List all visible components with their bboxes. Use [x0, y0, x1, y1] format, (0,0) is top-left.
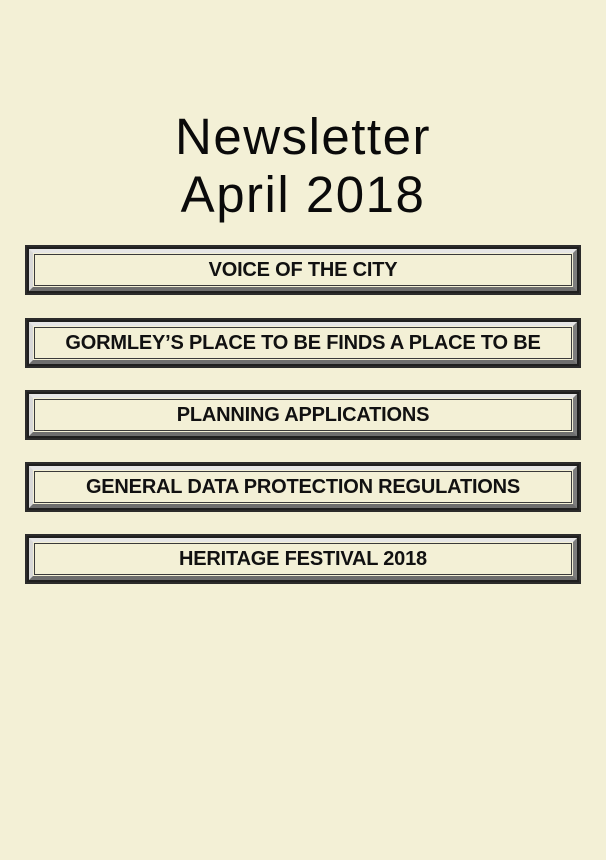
topic-label: GORMLEY’S PLACE TO BE FINDS A PLACE TO BE [65, 331, 541, 354]
topic-label: PLANNING APPLICATIONS [176, 403, 430, 426]
topic-box-planning-applications[interactable] [25, 390, 581, 440]
topic-box-heritage-festival[interactable] [25, 534, 581, 584]
title-line-newsletter: Newsletter [175, 108, 431, 165]
topic-label: GENERAL DATA PROTECTION REGULATIONS [85, 475, 521, 498]
topic-label: VOICE OF THE CITY [208, 258, 398, 281]
newsletter-title [0, 108, 606, 224]
title-line-date: April 2018 [180, 166, 426, 223]
topic-box-gormleys-place[interactable] [25, 318, 581, 368]
topic-box-gdpr[interactable] [25, 462, 581, 512]
topic-box-voice-of-the-city[interactable] [25, 245, 581, 295]
topic-label: HERITAGE FESTIVAL 2018 [179, 547, 427, 570]
